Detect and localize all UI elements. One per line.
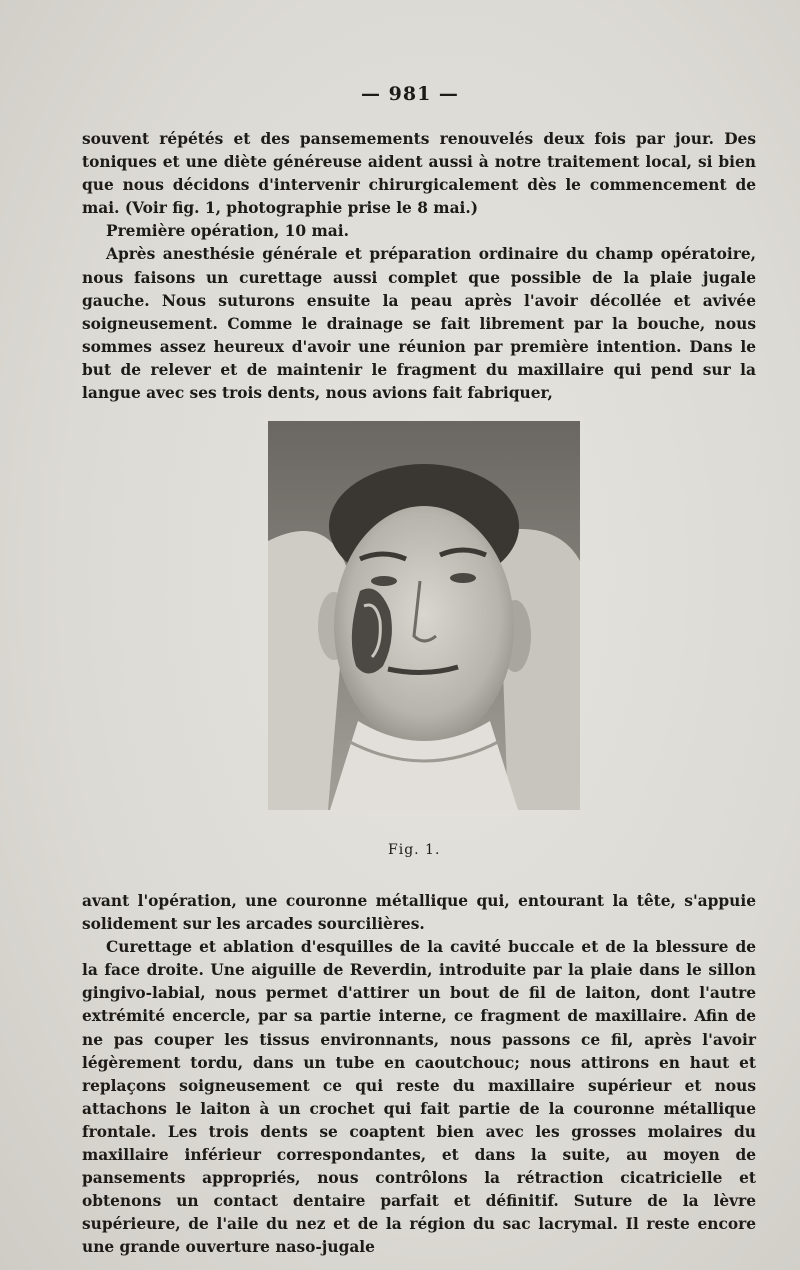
paragraph: Curettage et ablation d'esquilles de la cavité buccale et de la blessure de la face droite. Une aiguille de Reverdin, introduite par la plaie dans le sillon gingivo-labial, nous permet d'attirer un bout de fil de laiton, dont l'autre extrémité encercle, par sa partie interne, ce fragment de maxillaire. Afin de ne pas couper les tissus environnants, nous passons ce fil, après l'avoir légèrement tordu, dans un tube en caoutchouc; nous attirons en haut et replaçons soigneusement ce qui reste du maxillaire supérieur et nous attachons le laiton à un crochet qui fait partie de la couronne métallique frontale. Les trois dents se coaptent bien avec les grosses molaires du maxillaire inférieur correspondantes, et dans la suite, au moyen de pansements appropriés, nous contrôlons la rétraction cicatricielle et obtenons un contact dentaire parfait et définitif. Suture de la lèvre supérieure, de l'aile du nez et de la région du sac lacrymal. Il reste encore une grande ouverture naso-jugale (82, 938, 756, 1257)
paragraph: Après anesthésie générale et préparation ordinaire du champ opératoire, nous faisons un curettage aussi complet que possible de la plaie jugale gauche. Nous suturons ensuite la peau après l'avoir décollée et avivée soigneusement. Comme le drainage se fait librement par la bouche, nous sommes assez heureux d'avoir une réunion par première intention. Dans le but de relever et de maintenir le fragment du maxillaire qui pend sur la langue avec ses trois dents, nous avions fait fabriquer, (82, 245, 756, 403)
text-block-bottom (82, 890, 756, 1260)
paragraph: avant l'opération, une couronne métallique qui, entourant la tête, s'appuie solidement sur les arcades sourcilières. (82, 892, 756, 934)
paragraph: souvent répétés et des pansemements renouvelés deux fois par jour. Des toniques et une diète généreuse aident aussi à notre traitement local, si bien que nous décidons d'intervenir chirurgicalement dès le commencement de mai. (Voir fig. 1, photographie prise le 8 mai.) (82, 130, 756, 218)
patient-photograph (268, 421, 580, 810)
figure-photograph (268, 421, 580, 810)
figure-caption: Fig. 1. (388, 842, 441, 858)
text-block-top (82, 128, 756, 405)
page-number: — 981 — (361, 83, 459, 105)
paragraph-heading: Première opération, 10 mai. (106, 222, 349, 241)
